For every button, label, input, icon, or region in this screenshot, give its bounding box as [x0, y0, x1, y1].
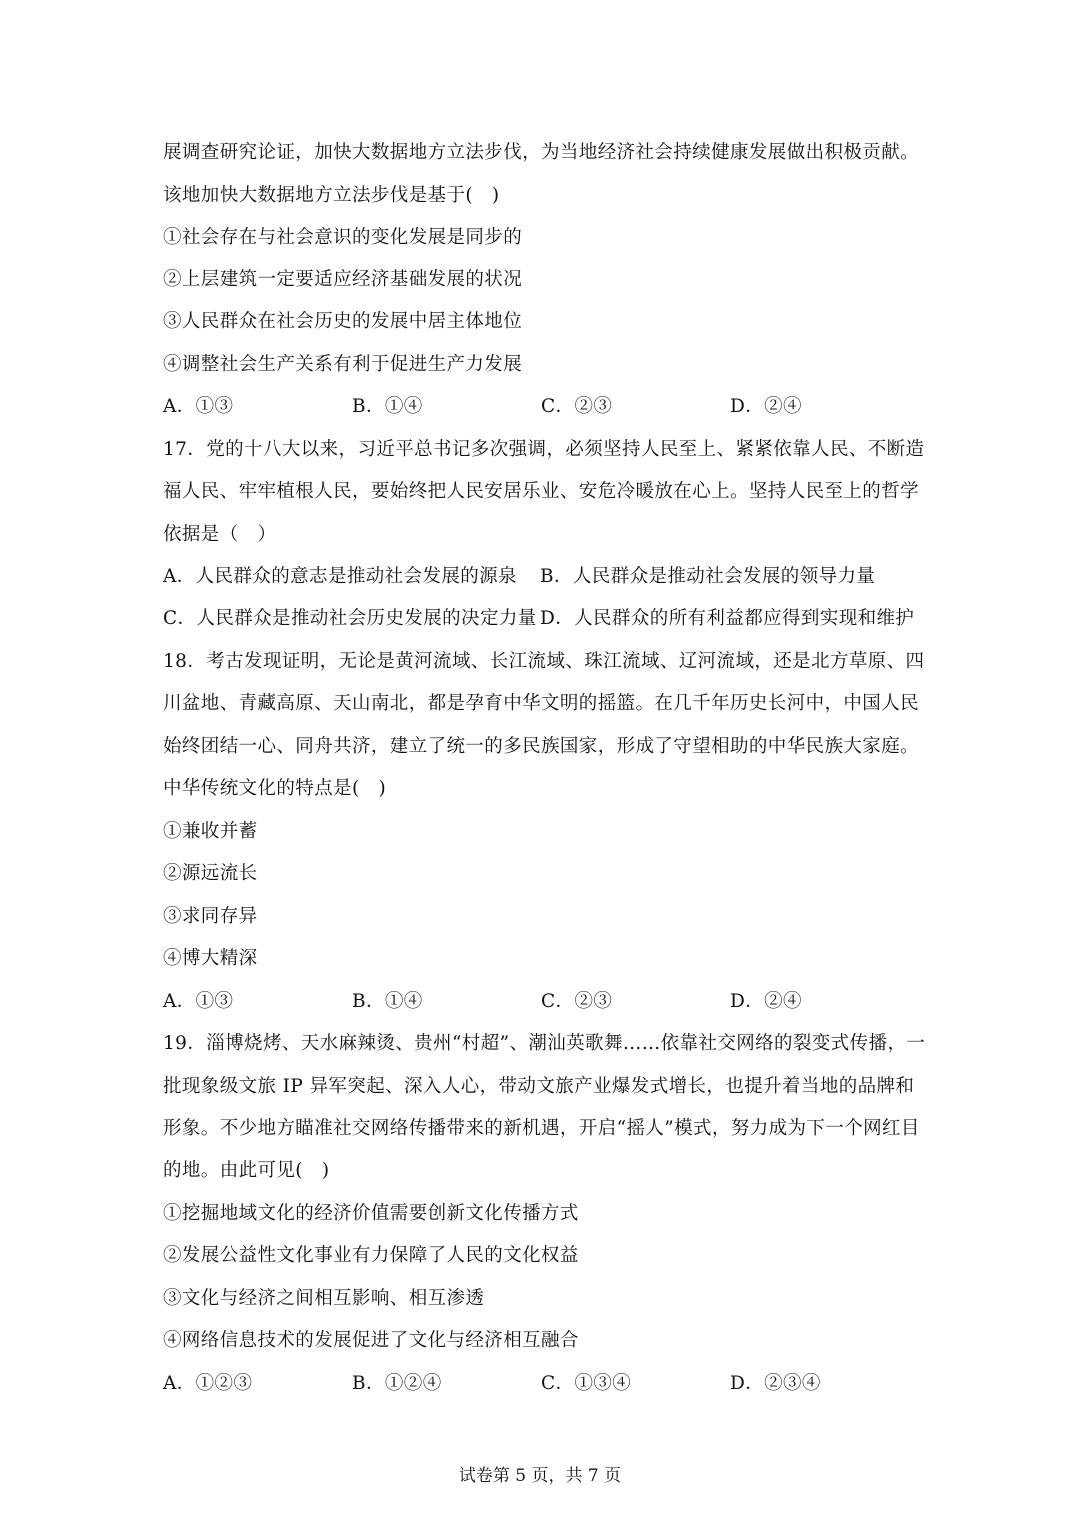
- q16-option-d: D．②④: [730, 396, 802, 417]
- q16-intro-line-1: 展调查研究论证，加快大数据地方立法步伐，为当地经济社会持续健康发展做出积极贡献。: [163, 142, 920, 163]
- q16-intro-line-2: 该地加快大数据地方立法步伐是基于( ): [163, 185, 500, 206]
- q19-statement-1: ①挖掘地域文化的经济价值需要创新文化传播方式: [163, 1203, 579, 1224]
- q19-stem-line-4: 的地。由此可见( ): [163, 1160, 330, 1181]
- q19-option-a: A．①②③: [163, 1373, 253, 1394]
- q16-statement-1: ①社会存在与社会意识的变化发展是同步的: [163, 227, 523, 248]
- q19-statement-4: ④网络信息技术的发展促进了文化与经济相互融合: [163, 1330, 579, 1351]
- q19-stem-line-3: 形象。不少地方瞄准社交网络传播带来的新机遇，开启“摇人”模式，努力成为下一个网红目: [163, 1118, 920, 1139]
- q17-option-c: C．人民群众是推动社会历史发展的决定力量: [163, 608, 537, 629]
- q19-option-c: C．①③④: [541, 1373, 632, 1394]
- q18-stem-line-3: 始终团结一心、同舟共济，建立了统一的多民族国家，形成了守望相助的中华民族大家庭。: [163, 736, 920, 757]
- q18-stem-line-2: 川盆地、青藏高原、天山南北，都是孕育中华文明的摇篮。在几千年历史长河中，中国人民: [163, 693, 920, 714]
- q18-statement-3: ③求同存异: [163, 906, 258, 927]
- q17-stem-line-2: 福人民、牢牢植根人民，要始终把人民安居乐业、安危冷暖放在心上。坚持人民至上的哲学: [163, 481, 920, 502]
- q18-statement-1: ①兼收并蓄: [163, 821, 258, 842]
- q19-option-d: D．②③④: [730, 1373, 821, 1394]
- q18-option-b: B．①④: [352, 991, 423, 1012]
- q16-statement-2: ②上层建筑一定要适应经济基础发展的状况: [163, 269, 523, 290]
- q17-option-d: D．人民群众的所有利益都应得到实现和维护: [540, 608, 915, 629]
- q18-stem-line-1: 18．考古发现证明，无论是黄河流域、长江流域、珠江流域、辽河流域，还是北方草原、四: [163, 651, 925, 672]
- q19-stem-line-1: 19．淄博烧烤、天水麻辣烫、贵州“村超”、潮汕英歌舞……依靠社交网络的裂变式传播，一: [163, 1033, 926, 1054]
- q16-option-a: A．①③: [163, 396, 234, 417]
- q18-option-a: A．①③: [163, 991, 234, 1012]
- q19-statement-2: ②发展公益性文化事业有力保障了人民的文化权益: [163, 1245, 579, 1266]
- q17-option-b: B．人民群众是推动社会发展的领导力量: [540, 566, 876, 587]
- q19-stem-line-2: 批现象级文旅 IP 异军突起、深入人心，带动文旅产业爆发式增长，也提升着当地的品牌和: [163, 1076, 915, 1097]
- q18-stem-line-4: 中华传统文化的特点是( ): [163, 778, 387, 799]
- q16-statement-3: ③人民群众在社会历史的发展中居主体地位: [163, 311, 523, 332]
- q17-stem-line-3: 依据是（ ）: [163, 524, 277, 545]
- q16-statement-4: ④调整社会生产关系有利于促进生产力发展: [163, 354, 523, 375]
- q18-option-d: D．②④: [730, 991, 802, 1012]
- q18-statement-4: ④博大精深: [163, 948, 258, 969]
- q19-statement-3: ③文化与经济之间相互影响、相互渗透: [163, 1288, 485, 1309]
- q18-option-c: C．②③: [541, 991, 613, 1012]
- q16-option-c: C．②③: [541, 396, 613, 417]
- q17-stem-line-1: 17．党的十八大以来，习近平总书记多次强调，必须坚持人民至上、紧紧依靠人民、不断造: [163, 439, 925, 460]
- page-footer: 试卷第 5 页，共 7 页: [458, 1466, 622, 1486]
- q18-statement-2: ②源远流长: [163, 863, 258, 884]
- q17-option-a: A．人民群众的意志是推动社会发展的源泉: [163, 566, 517, 587]
- q16-option-b: B．①④: [352, 396, 423, 417]
- q19-option-b: B．①②④: [352, 1373, 442, 1394]
